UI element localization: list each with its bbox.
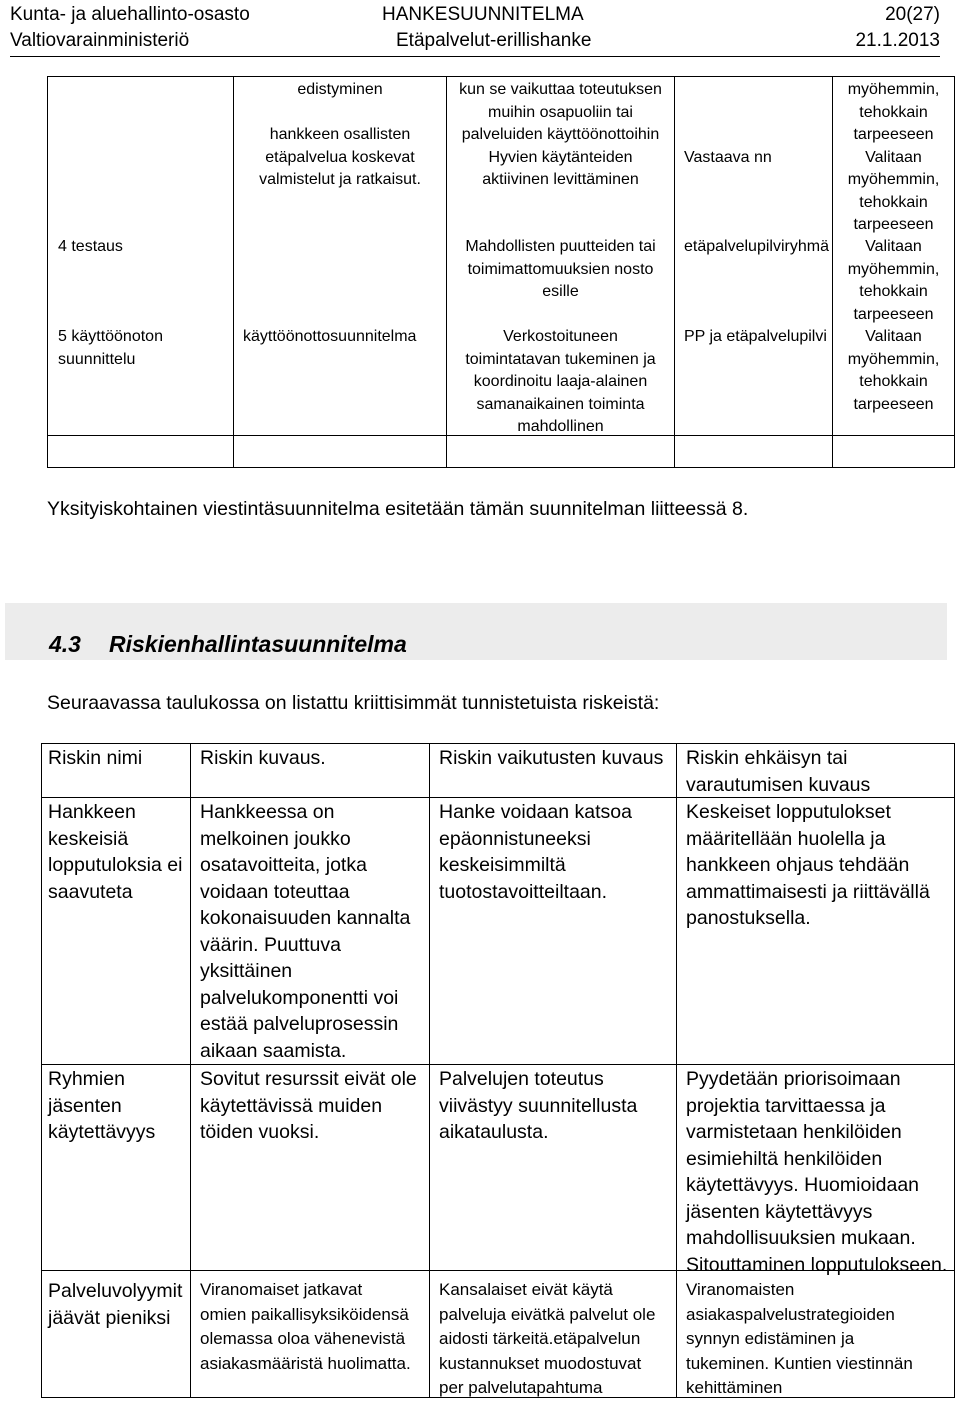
benefit-cell: kun se vaikuttaa toteutuksen muihin osapuoliin tai palveluiden käyttöönottoihin Hyvien käytänteiden aktiivinen levittäminen	[459, 81, 662, 188]
risk-impact-cell: Palvelujen toteutus viivästyy suunnitellusta aikataulusta.	[439, 1068, 638, 1143]
header-ministry: Valtiovarainministeriö	[10, 30, 190, 51]
risk-impact-cell: Kansalaiset eivät käytä palveluja eivätkä palvelut ole aidosti tärkeitä.etäpalvelun kustannukset muodostuvat per palvelutapahtuma	[439, 1280, 656, 1397]
risk-table	[41, 743, 955, 1398]
header-date: 21.1.2013	[855, 30, 940, 51]
section-heading	[5, 603, 947, 660]
responsible-cell: etäpalvelupilviryhmä	[684, 238, 829, 255]
column-divider	[674, 77, 675, 467]
header-risk-impact: Riskin vaikutusten kuvaus	[439, 747, 664, 769]
header-org: Kunta- ja aluehallinto-osasto	[10, 4, 250, 25]
phase-table	[47, 76, 955, 468]
risk-description-cell: Viranomaiset jatkavat omien paikallisyksiköidensä olemassa oloa vähenevistä asiakasmääristä huolimatta.	[200, 1280, 411, 1373]
benefit-cell: Verkostoituneen toimintatavan tukeminen ja koordinoitu laaja-alainen samanaikainen toiminta mahdollinen	[465, 328, 656, 435]
risk-mitigation-cell: Viranomaisten asiakaspalvelustrategioiden synnyn edistäminen ja tukeminen. Kuntien viestinnän kehittäminen	[686, 1280, 913, 1397]
risk-impact-cell: Hanke voidaan katsoa epäonnistuneeksi keskeisimmiltä tuotostavoitteiltaan.	[439, 801, 632, 903]
column-divider	[676, 744, 677, 1397]
header-risk-description: Riskin kuvaus.	[200, 747, 326, 769]
header-doc-type: HANKESUUNNITELMA	[382, 4, 584, 25]
deliverable-cell: käyttöönottosuunnitelma	[243, 328, 417, 345]
benefit-cell: Mahdollisten puutteiden tai toimimattomuuksien nosto esille	[465, 238, 656, 300]
risk-mitigation-cell: Pyydetään priorisoimaan projektia tarvittaessa ja varmistetaan henkilöiden esimiehiltä henkilöiden käytettävyys. Huomioidaan jäsenten käytettävyys mahdollisuuksien mukaan. Sitouttaminen lopputulokseen.	[686, 1068, 948, 1276]
section-title: Riskienhallintasuunnitelma	[109, 631, 407, 657]
deliverable-cell: edistyminen hankkeen osallisten etäpalvelua koskevat valmistelut ja ratkaisut.	[259, 81, 421, 188]
section-number: 4.3	[49, 631, 81, 657]
intro-text: Seuraavassa taulukossa on listattu kriittisimmät tunnistetuista riskeistä:	[47, 692, 660, 714]
header-project: Etäpalvelut-erillishanke	[396, 30, 592, 51]
header-row-1	[10, 2, 940, 28]
header-risk-mitigation: Riskin ehkäisyn tai varautumisen kuvaus	[686, 747, 871, 796]
header-risk-name: Riskin nimi	[48, 747, 143, 769]
risk-description-cell: Sovitut resurssit eivät ole käytettävissä muiden töiden vuoksi.	[200, 1068, 417, 1143]
header-divider	[10, 56, 940, 57]
header-row-2	[10, 28, 940, 54]
communication-note: Yksityiskohtainen viestintäsuunnitelma esitetään tämän suunnitelman liitteessä 8.	[47, 498, 749, 520]
timing-cell: myöhemmin, tehokkain tarpeeseen Valitaan myöhemmin, tehokkain tarpeeseen	[847, 81, 940, 233]
row-divider	[42, 1064, 954, 1065]
phase-cell: 4 testaus	[58, 238, 123, 255]
risk-name-cell: Hankkeen keskeisiä lopputuloksia ei saavuteta	[48, 801, 183, 903]
phase-cell: 5 käyttöönoton suunnittelu	[58, 328, 163, 368]
risk-mitigation-cell: Keskeiset lopputulokset määritellään huolella ja hankkeen ohjaus tehdään ammattimaisesti ja riittävällä panostuksella.	[686, 801, 930, 929]
risk-name-cell: Ryhmien jäsenten käytettävyys	[48, 1068, 156, 1143]
risk-name-cell: Palveluvolyymit jäävät pieniksi	[48, 1280, 183, 1329]
column-divider	[190, 744, 191, 1397]
responsible-cell: PP ja etäpalvelupilvi	[684, 328, 827, 345]
header-page: 20(27)	[885, 4, 940, 25]
timing-cell: Valitaan myöhemmin, tehokkain tarpeeseen	[847, 238, 940, 323]
responsible-cell: Vastaava nn	[684, 148, 772, 166]
risk-description-cell: Hankkeessa on melkoinen joukko osatavoitteita, jotka voidaan toteuttaa kokonaisuuden kannalta väärin. Puuttuva yksittäinen palvelukomponentti voi estää palveluprosessin aikaan saamista.	[200, 801, 411, 1062]
column-divider	[429, 744, 430, 1397]
timing-cell: Valitaan myöhemmin, tehokkain tarpeeseen	[847, 328, 940, 413]
